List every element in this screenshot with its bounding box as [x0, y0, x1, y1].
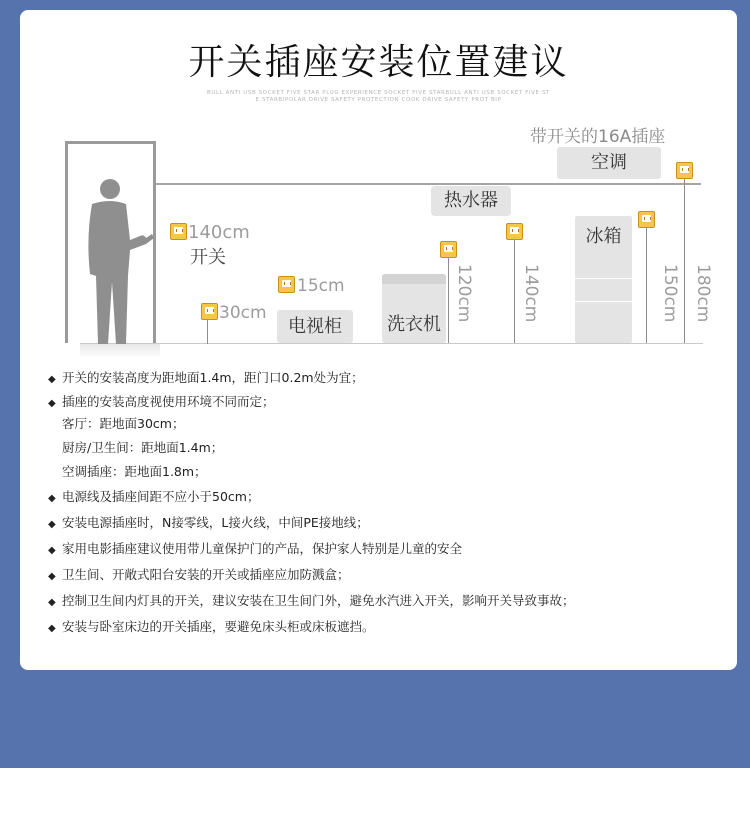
refrigerator — [575, 216, 632, 343]
tip-subitem: 空调插座：距地面1.8m； — [62, 464, 207, 479]
washer-socket-icon — [440, 241, 457, 258]
refrigerator-label: 冰箱 — [585, 226, 622, 247]
fridge-socket-icon — [638, 211, 655, 228]
bullet-icon: ◆ — [48, 623, 56, 634]
bullet-icon: ◆ — [48, 571, 56, 582]
tip-item: ◆ 安装与卧室床边的开关插座，要避免床头柜或床板遮挡。 — [48, 619, 375, 634]
subtitle-line-1: BULL ANTI USB SOCKET FIVE STAR PLUG EXPERIENCE SOCKET FIVE STARBULL ANTI USB SOCKET FIVE ST — [207, 90, 550, 96]
ac-height-label: 180cm — [693, 264, 713, 323]
tv-socket-icon — [278, 276, 295, 293]
bullet-icon: ◆ — [48, 398, 56, 409]
switch-icon — [170, 223, 187, 240]
bullet-icon: ◆ — [48, 519, 56, 530]
ac-socket-note: 带开关的16A插座 — [530, 127, 666, 147]
tip-subitem: 客厅：距地面30cm； — [62, 416, 185, 431]
washing-machine-label: 洗衣机 — [387, 314, 441, 335]
washer-socket-post — [448, 258, 449, 343]
switch-height-label: 140cm — [188, 222, 250, 243]
bullet-icon: ◆ — [48, 374, 56, 385]
washing-machine — [382, 274, 446, 343]
bullet-icon: ◆ — [48, 493, 56, 504]
ceiling-line — [156, 183, 701, 185]
tip-item: ◆ 插座的安装高度视使用环境不同而定； — [48, 394, 275, 409]
subtitle-line-2: E STARBIPOLAR DRIVE SAFETY PROTECTION COOK DRIVE SAFETY PROT BIP — [255, 97, 502, 103]
floor-line — [80, 343, 703, 344]
tip-item: ◆ 卫生间、开敞式阳台安装的开关或插座应加防溅盒； — [48, 567, 350, 582]
tip-item: ◆ 安装电源插座时，N接零线，L接火线，中间PE接地线； — [48, 515, 369, 530]
installation-diagram — [20, 10, 737, 370]
fridge-socket-post — [646, 228, 647, 343]
fridge-height-label: 150cm — [660, 264, 680, 323]
bullet-icon: ◆ — [48, 597, 56, 608]
living-socket-icon — [201, 303, 218, 320]
person-icon — [82, 178, 162, 346]
ac-socket-post — [684, 179, 685, 343]
heater-socket-icon — [506, 223, 523, 240]
bullet-icon: ◆ — [48, 545, 56, 556]
switch-label: 开关 — [190, 247, 226, 268]
tip-item: ◆ 电源线及插座间距不应小于50cm； — [48, 489, 260, 504]
tv-cabinet: 电视柜 — [277, 310, 353, 343]
washer-height-label: 120cm — [454, 264, 474, 323]
living-socket-height-label: 30cm — [219, 303, 267, 323]
tv-socket-height-label: 15cm — [297, 276, 345, 296]
air-conditioner: 空调 — [557, 147, 661, 179]
page-title: 开关插座安装位置建议 — [188, 42, 569, 83]
living-socket-post — [207, 320, 208, 344]
heater-socket-post — [514, 240, 515, 343]
heater-height-label: 140cm — [521, 264, 541, 323]
tip-item: ◆ 家用电影插座建议使用带儿童保护门的产品，保护家人特别是儿童的安全 — [48, 541, 463, 556]
tip-subitem: 厨房/卫生间：距地面1.4m； — [62, 440, 224, 455]
ac-socket-icon — [676, 162, 693, 179]
tip-item: ◆ 开关的安装高度为距地面1.4m，距门口0.2m处为宜； — [48, 370, 364, 385]
content-card — [20, 10, 737, 670]
tip-item: ◆ 控制卫生间内灯具的开关，建议安装在卫生间门外，避免水汽进入开关，影响开关导致事故； — [48, 593, 575, 608]
water-heater: 热水器 — [431, 186, 511, 216]
